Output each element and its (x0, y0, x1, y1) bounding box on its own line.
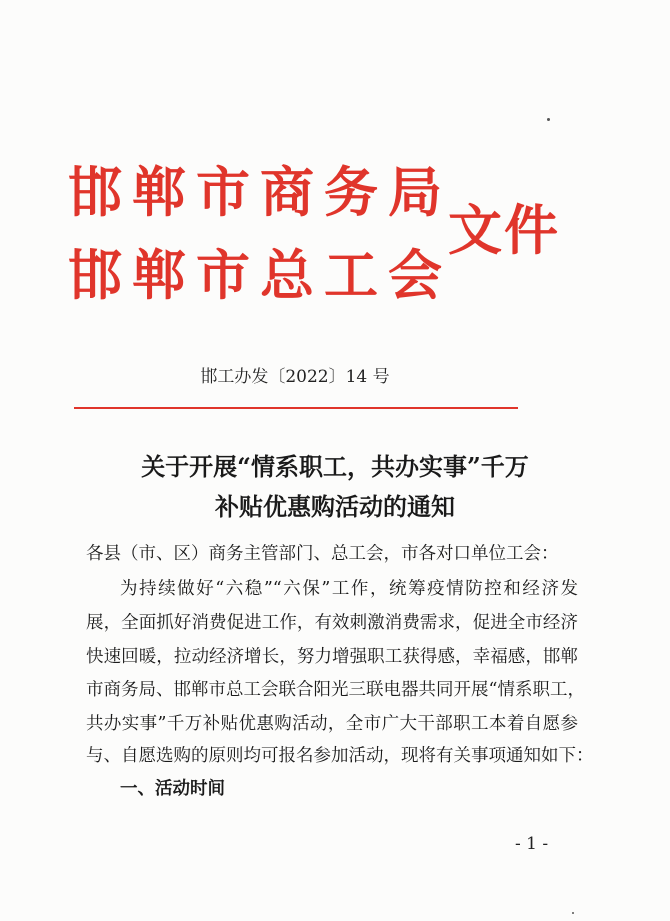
paragraph-line: 快速回暖，拉动经济增长，努力增强职工获得感，幸福感，邯郸 (86, 647, 578, 667)
section-heading-activity-time: 一、活动时间 (120, 779, 225, 799)
paragraph-line: 展，全面抓好消费促进工作，有效刺激消费需求，促进全市经济 (86, 613, 578, 633)
paragraph-line: 为持续做好“六稳”“六保”工作，统筹疫情防控和经济发 (120, 579, 578, 599)
issuing-org-trade-union: 邯郸市总工会 (68, 243, 452, 307)
document-type-label: 文件 (448, 198, 560, 262)
red-header-rule (74, 407, 518, 409)
document-number: 邯工办发〔2022〕14 号 (200, 367, 390, 387)
salutation: 各县（市、区）商务主管部门、总工会，市各对口单位工会： (86, 544, 559, 564)
notice-title-line-2: 补贴优惠购活动的通知 (215, 492, 455, 521)
scan-speck (572, 912, 574, 914)
page-number: - 1 - (515, 834, 549, 854)
paragraph-line: 市商务局、邯郸市总工会联合阳光三联电器共同开展“情系职工， (86, 680, 585, 700)
paragraph-line: 共办实事”千万补贴优惠购活动，全市广大干部职工本着自愿参 (86, 714, 578, 734)
notice-title-line-1: 关于开展“情系职工，共办实事”千万 (141, 452, 529, 481)
issuing-org-commerce-bureau: 邯郸市商务局 (68, 160, 452, 224)
scan-speck (547, 118, 550, 121)
paragraph-line: 与、自愿选购的原则均可报名参加活动，现将有关事项通知如下： (86, 746, 594, 766)
